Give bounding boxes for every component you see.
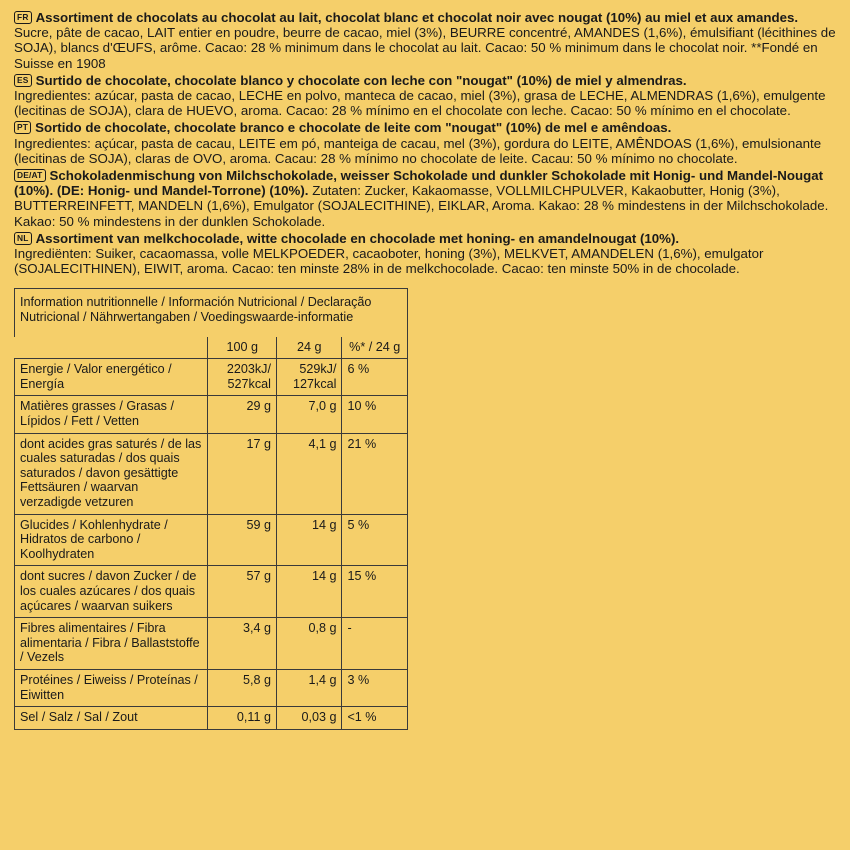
lang-pt-title: Sortido de chocolate, chocolate branco e chocolate de leite com "nougat" (10%) de mel e amêndoas. bbox=[35, 120, 672, 136]
nutrition-row-percent: 15 % bbox=[342, 566, 408, 618]
language-block-pt bbox=[14, 120, 836, 166]
nutrition-row-label: dont sucres / davon Zucker / de los cuales azúcares / dos quais açúcares / waarvan suikers bbox=[15, 566, 208, 618]
nutrition-row-percent: 5 % bbox=[342, 514, 408, 566]
nutrition-heading-row-2 bbox=[15, 310, 408, 331]
nutrition-row-24g: 14 g bbox=[276, 514, 341, 566]
nutrition-row-label: Glucides / Kohlenhydrate / Hidratos de carbono / Koolhydraten bbox=[15, 514, 208, 566]
nutrition-row-100g: 5,8 g bbox=[208, 669, 277, 706]
language-tag-es: ES bbox=[14, 74, 32, 87]
nutrition-col-header-blank bbox=[15, 337, 208, 359]
nutrition-col-header-percent: %* / 24 g bbox=[342, 337, 408, 359]
nutrition-row-24g: 4,1 g bbox=[276, 433, 341, 514]
nutrition-col-header-24g: 24 g bbox=[276, 337, 341, 359]
nutrition-row-24g: 0,03 g bbox=[276, 707, 341, 730]
lang-es-title: Surtido de chocolate, chocolate blanco y chocolate con leche con "nougat" (10%) de miel y almendras. bbox=[35, 72, 687, 88]
nutrition-row-24g: 7,0 g bbox=[276, 396, 341, 433]
lang-es-ingredients: Ingredientes: azúcar, pasta de cacao, LECHE en polvo, manteca de cacao, miel (3%), grasa de LECHE, ALMENDRAS (1,6%), emulgente (lecitinas de SOJA), clara de HUEVO, aroma. Cacao: 28 % mínimo en el chocolate con leche. Cacao: 50 % mínimo en el chocolate. bbox=[14, 88, 826, 119]
language-block-nl bbox=[14, 231, 836, 277]
nutrition-col-header-100g: 100 g bbox=[208, 337, 277, 359]
lang-pt-ingredients: Ingredientes: açúcar, pasta de cacau, LEITE em pó, manteiga de cacau, mel (3%), gordura do LEITE, AMÊNDOAS (1,6%), emulsionante (lecitinas de SOJA), claras de OVO, aroma. Cacau: 28 % mínimo no chocolate de leite. Cacau: 50 % mínimo no chocolate. bbox=[14, 135, 822, 166]
nutrition-row-percent: <1 % bbox=[342, 707, 408, 730]
language-block-es bbox=[14, 73, 836, 119]
lang-es-title-line bbox=[14, 73, 836, 88]
language-tag-fr: FR bbox=[14, 11, 32, 24]
nutrition-row-percent: 6 % bbox=[342, 359, 408, 396]
nutrition-row-percent: 21 % bbox=[342, 433, 408, 514]
table-row bbox=[15, 396, 408, 433]
nutrition-row-24g: 0,8 g bbox=[276, 618, 341, 670]
nutrition-row-100g: 57 g bbox=[208, 566, 277, 618]
table-row bbox=[15, 669, 408, 706]
language-tag-nl: NL bbox=[14, 232, 32, 245]
language-block-de-at bbox=[14, 168, 836, 229]
nutrition-row-label: dont acides gras saturés / de las cuales saturadas / dos quais saturados / davon gesättigte Fettsäuren / waarvan verzadigde vetzuren bbox=[15, 433, 208, 514]
nutrition-row-percent: 10 % bbox=[342, 396, 408, 433]
lang-fr-ingredients: Sucre, pâte de cacao, LAIT entier en poudre, beurre de cacao, miel (3%), BEURRE concentré, AMANDES (1,6%), émulsifiant (lécithines de SOJA), blancs d'ŒUFS, arôme. Cacao: 28 % minimum dans le chocolat au lait. Cacao: 50 % minimum dans le chocolat noir. **Fondé en Suisse en 1908 bbox=[14, 25, 836, 71]
nutrition-row-label: Fibres alimentaires / Fibra alimentaria / Fibra / Ballaststoffe / Vezels bbox=[15, 618, 208, 670]
nutrition-row-24g: 529kJ/ 127kcal bbox=[276, 359, 341, 396]
lang-de-title: Schokoladenmischung von Milchschokolade, weisser Schokolade und dunkler Schokolade mit Honig- und Mandel-Nougat (10%). (DE: Honig- und Mandel-Torrone) (10%). bbox=[14, 168, 824, 199]
language-block-fr bbox=[14, 10, 836, 71]
nutrition-row-percent: 3 % bbox=[342, 669, 408, 706]
nutrition-table bbox=[14, 288, 408, 729]
lang-nl-ingredients: Ingrediënten: Suiker, cacaomassa, volle MELKPOEDER, cacaoboter, honing (3%), MELKVET, AMANDELEN (1,6%), emulgator (SOJALECITHINEN), EIWIT, aroma. Cacao: ten minste 28% in de melkchocolade. Cacao: ten minste 50% in de chocolade. bbox=[14, 246, 764, 277]
nutrition-row-label: Protéines / Eiweiss / Proteínas / Eiwitten bbox=[15, 669, 208, 706]
nutrition-heading-line-2: Nutricional / Nährwertangaben / Voedingswaarde-informatie bbox=[15, 310, 408, 331]
nutrition-row-100g: 59 g bbox=[208, 514, 277, 566]
table-row bbox=[15, 566, 408, 618]
table-row bbox=[15, 707, 408, 730]
nutrition-column-header-row bbox=[15, 337, 408, 359]
nutrition-row-percent: - bbox=[342, 618, 408, 670]
nutrition-heading-row-1 bbox=[15, 289, 408, 310]
nutrition-row-100g: 0,11 g bbox=[208, 707, 277, 730]
lang-de-title-line bbox=[14, 168, 836, 229]
nutrition-row-label: Energie / Valor energético / Energía bbox=[15, 359, 208, 396]
lang-de-ingredients: Zutaten: Zucker, Kakaomasse, VOLLMILCHPULVER, Kakaobutter, Honig (3%), BUTTERREINFETT, MANDELN (1,6%), Emulgator (SOJALECITHINE), EIKLAR, Aroma. Kakao: 28 % mindestens in der Milchschokolade. Kakao: 50 % mindestens in der dunklen Schokolade. bbox=[14, 183, 829, 229]
lang-fr-title: Assortiment de chocolats au chocolat au lait, chocolat blanc et chocolat noir avec nougat (10%) au miel et aux amandes. bbox=[35, 10, 799, 25]
lang-nl-title: Assortiment van melkchocolade, witte chocolade en chocolade met honing- en amandelnougat (10%). bbox=[35, 230, 680, 246]
language-tag-de-at: DE/AT bbox=[14, 169, 46, 182]
nutrition-row-24g: 1,4 g bbox=[276, 669, 341, 706]
table-row bbox=[15, 514, 408, 566]
table-row bbox=[15, 618, 408, 670]
nutrition-row-label: Matières grasses / Grasas / Lípidos / Fett / Vetten bbox=[15, 396, 208, 433]
lang-fr-title-line bbox=[14, 10, 836, 25]
nutrition-table-wrapper bbox=[14, 288, 408, 729]
nutrition-row-label: Sel / Salz / Sal / Zout bbox=[15, 707, 208, 730]
nutrition-heading-line-1: Information nutritionnelle / Información Nutricional / Declaração bbox=[15, 289, 408, 310]
nutrition-row-100g: 3,4 g bbox=[208, 618, 277, 670]
language-tag-pt: PT bbox=[14, 121, 31, 134]
nutrition-row-24g: 14 g bbox=[276, 566, 341, 618]
table-row bbox=[15, 359, 408, 396]
nutrition-row-100g: 29 g bbox=[208, 396, 277, 433]
lang-pt-title-line bbox=[14, 120, 836, 135]
table-row bbox=[15, 433, 408, 514]
nutrition-row-100g: 17 g bbox=[208, 433, 277, 514]
lang-nl-title-line bbox=[14, 231, 836, 246]
nutrition-row-100g: 2203kJ/ 527kcal bbox=[208, 359, 277, 396]
